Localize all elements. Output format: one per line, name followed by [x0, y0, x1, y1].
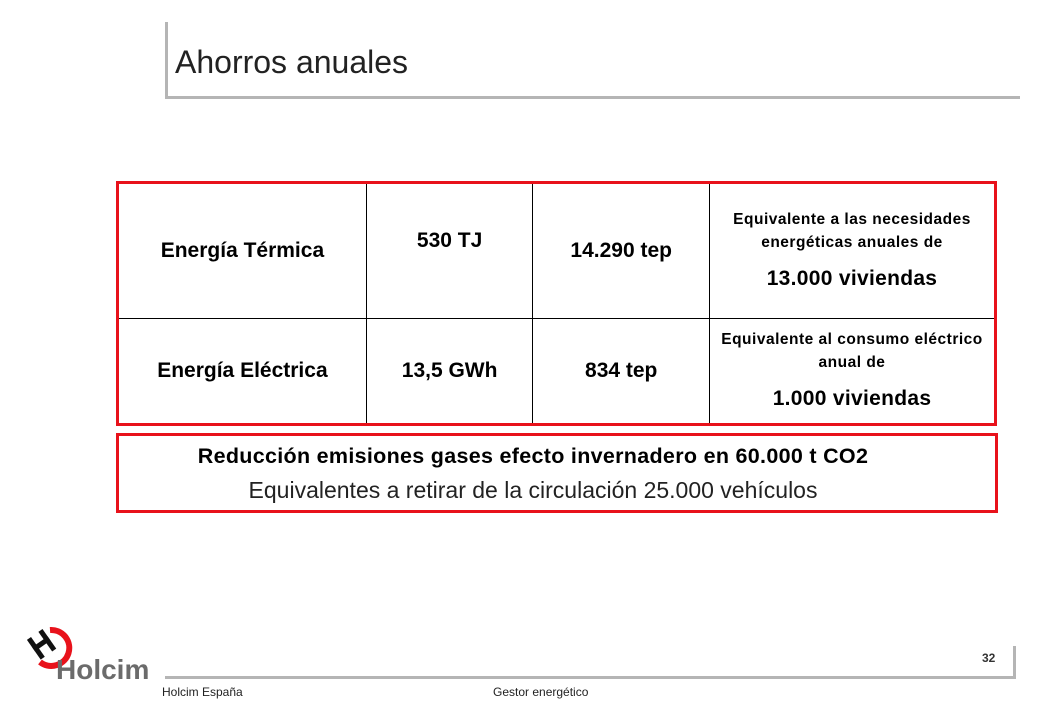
equivalence-text: Equivalente al consumo eléctrico anual de [721, 331, 983, 372]
energy-type-cell: Energía Térmica [118, 183, 367, 319]
logo-text: Holcim [56, 654, 150, 684]
equivalence-value: 13.000 viviendas [766, 266, 938, 290]
holcim-logo [20, 622, 155, 684]
page-number: 32 [982, 651, 996, 665]
logo-h-icon [27, 629, 56, 660]
tep-cell: 14.290 tep [533, 183, 710, 319]
emissions-subtitle: Equivalentes a retirar de la circulación 25.000 vehículos [248, 477, 818, 503]
tep-cell: 834 tep [533, 319, 710, 425]
footer-divider [1013, 646, 1016, 679]
equivalence-cell [710, 183, 996, 319]
energy-type-cell: Energía Eléctrica [118, 319, 367, 425]
energy-savings-table [116, 181, 997, 426]
footer-company: Holcim España [162, 685, 243, 699]
footer-line [165, 676, 1015, 679]
emissions-box [116, 433, 998, 513]
page-title: Ahorros anuales [175, 44, 409, 80]
table-row [118, 183, 996, 319]
energy-amount-value: 530 TJ [416, 229, 483, 252]
equivalence-text: Equivalente a las necesidades energéticas anuales de [733, 211, 971, 252]
equivalence-value: 1.000 viviendas [772, 386, 932, 410]
emissions-title: Reducción emisiones gases efecto invernadero en 60.000 t CO2 [197, 444, 869, 468]
footer-department: Gestor energético [493, 685, 589, 699]
equivalence-cell [710, 319, 996, 425]
table-row [118, 319, 996, 425]
energy-amount-cell: 13,5 GWh [366, 319, 533, 425]
energy-amount-cell [366, 183, 533, 319]
